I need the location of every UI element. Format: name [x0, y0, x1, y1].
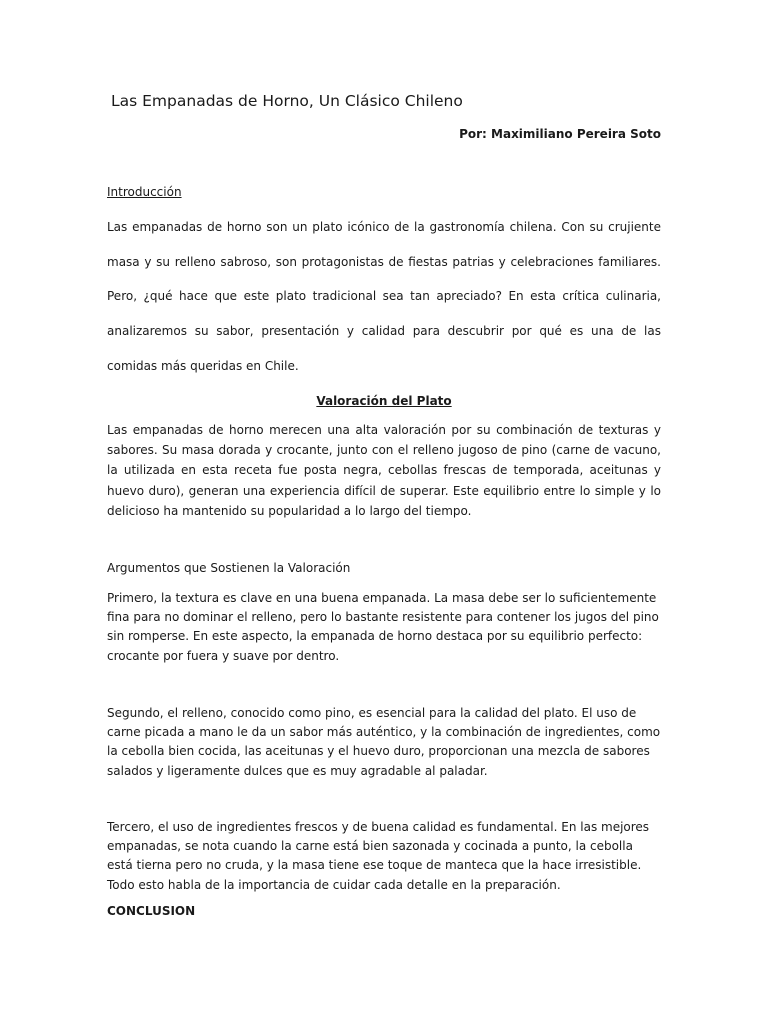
valoracion-paragraph: Las empanadas de horno merecen una alta valoración por su combinación de texturas y sabores. Su masa dorada y crocante, junto con el relleno jugoso de pino (carne de vacuno, la utilizada en esta receta fue posta negra, cebollas frescas de temporada, aceitunas y huevo duro), generan una experiencia difícil de superar. Este equilibrio entre lo simple y lo delicioso ha mantenido su popularidad a lo largo del tiempo.	[107, 423, 661, 518]
argumento-paragraph-1: Primero, la textura es clave en una buena empanada. La masa debe ser lo suficientemente fina para no dominar el relleno, pero lo bastante resistente para contener los jugos del pino sin romperse. En este aspecto, la empanada de horno destaca por su equilibrio perfecto: crocante por fuera y suave por dentro.	[107, 591, 659, 663]
intro-heading: Introducción	[107, 185, 182, 199]
valoracion-heading: Valoración del Plato	[316, 394, 452, 408]
author-line: Por: Maximiliano Pereira Soto	[459, 127, 661, 141]
argumentos-heading: Argumentos que Sostienen la Valoración	[107, 561, 351, 575]
argumento-paragraph-3: Tercero, el uso de ingredientes frescos y de buena calidad es fundamental. En las mejores empanadas, se nota cuando la carne está bien sazonada y cocinada a punto, la cebolla está tierna pero no cruda, y la masa tiene ese toque de manteca que la hace irresistible. Todo esto habla de la importancia de cuidar cada detalle en la preparación.	[107, 820, 650, 892]
document-title: Las Empanadas de Horno, Un Clásico Chileno	[111, 92, 463, 110]
intro-paragraph: Las empanadas de horno son un plato icónico de la gastronomía chilena. Con su crujiente masa y su relleno sabroso, son protagonistas de fiestas patrias y celebraciones familiares. Pero, ¿qué hace que este plato tradicional sea tan apreciado? En esta crítica culinaria, analizaremos su sabor, presentación y calidad para descubrir por qué es una de las comidas más queridas en Chile.	[107, 220, 661, 373]
argumento-paragraph-2: Segundo, el relleno, conocido como pino, es esencial para la calidad del plato. El uso de carne picada a mano le da un sabor más auténtico, y la combinación de ingredientes, como la cebolla bien cocida, las aceitunas y el huevo duro, proporcionan una mezcla de sabores salados y ligeramente dulces que es muy agradable al paladar.	[107, 706, 661, 778]
conclusion-heading: CONCLUSION	[107, 904, 196, 918]
